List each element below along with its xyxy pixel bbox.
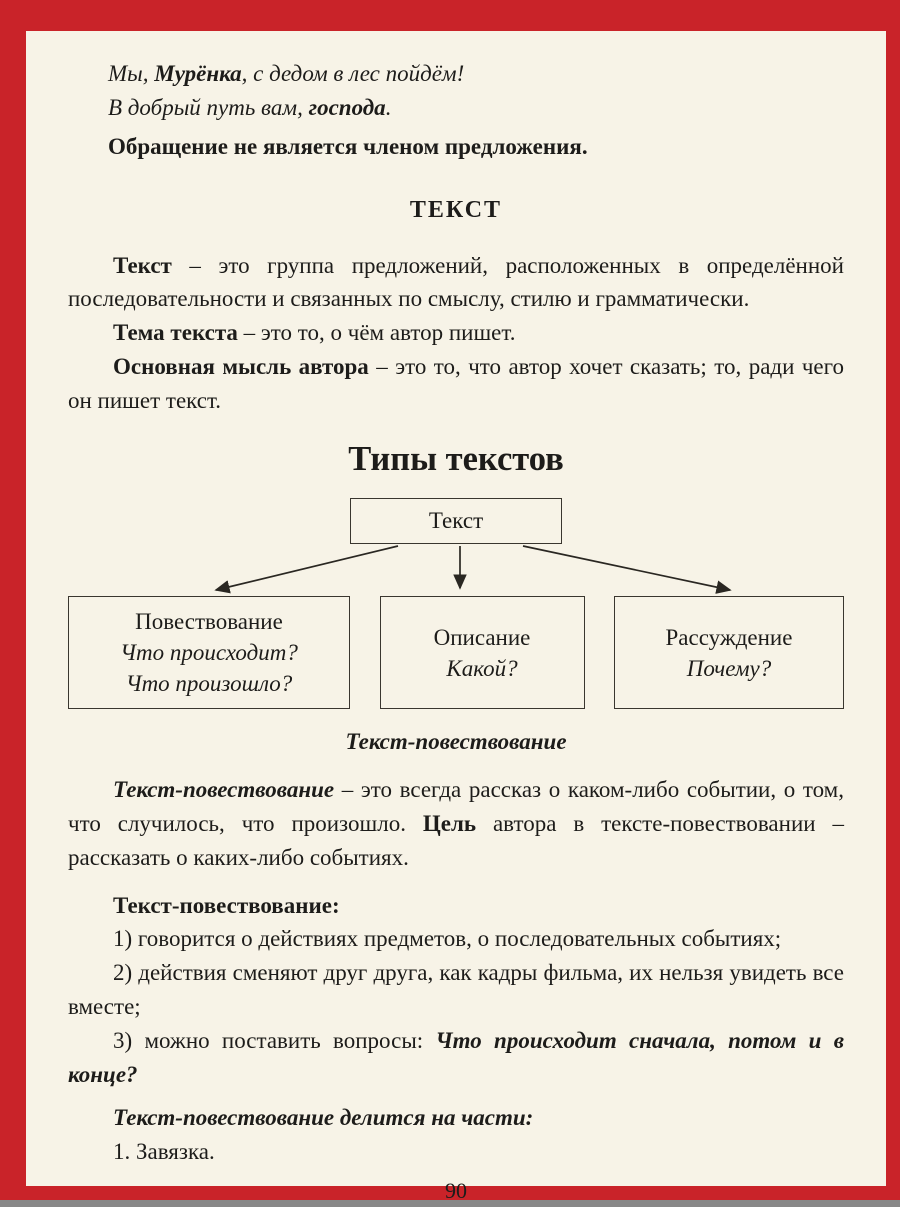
page-number: 90 bbox=[445, 1177, 467, 1203]
diagram-root-box bbox=[350, 498, 562, 544]
narration-list-intro: Текст-повествование: bbox=[113, 892, 340, 918]
definition-paragraph-theme: Тема текста – это то, о чём автор пишет. bbox=[113, 320, 516, 346]
diagram-root-label: Текст bbox=[428, 508, 484, 534]
diagram-arrows bbox=[68, 544, 852, 596]
grammar-rule: Обращение не является членом предложения. bbox=[108, 133, 588, 159]
diagram-box-description-question: Какой? bbox=[446, 655, 518, 681]
narration-definition-paragraph: Текст-повествование – это всегда рассказ о каком-либо событии, о том, что случилось, что произошло. Цель автора в тексте-повествовании – рассказать о каких-либо событиях. bbox=[68, 777, 844, 870]
diagram-children-row bbox=[68, 596, 844, 709]
diagram-box-reasoning-question: Почему? bbox=[686, 655, 772, 681]
narration-list-item-1: 1) говорится о действиях предметов, о последовательных событиях; bbox=[113, 926, 782, 952]
diagram-box-reasoning-title: Рассуждение bbox=[665, 624, 793, 650]
text-types-diagram bbox=[68, 498, 844, 709]
definition-paragraph-main-idea: Основная мысль автора – это то, что автор хочет сказать; то, ради чего он пишет текст. bbox=[68, 354, 844, 413]
section-title: ТЕКСТ bbox=[409, 197, 503, 224]
diagram-box-description bbox=[380, 596, 585, 709]
epigraph-block bbox=[68, 57, 844, 163]
diagram-box-reasoning bbox=[614, 596, 844, 709]
definition-paragraph-text: Текст – это группа предложений, расположенных в определённой последовательности и связанных по смыслу, стилю и грамматически. bbox=[68, 252, 844, 312]
diagram-box-description-title: Описание bbox=[433, 624, 531, 650]
diagram-box-narration-title: Повествование bbox=[135, 609, 283, 635]
book-page bbox=[26, 31, 886, 1203]
narration-list-item-2: 2) действия сменяют друг друга, как кадры фильма, их нельзя увидеть все вместе; bbox=[68, 960, 844, 1019]
narration-list-item-3: 3) можно поставить вопросы: Что происходит сначала, потом и в конце? bbox=[68, 1027, 844, 1087]
narration-part-1: 1. Завязка. bbox=[113, 1139, 215, 1165]
example-sentence-1: Мы, Мурёнка, с дедом в лес пойдём! bbox=[108, 61, 465, 86]
diagram-box-narration bbox=[68, 596, 350, 709]
diagram-box-narration-question-1: Что происходит? bbox=[120, 640, 298, 666]
diagram-heading: Типы текстов bbox=[348, 439, 564, 478]
diagram-box-narration-question-2: Что произошло? bbox=[125, 671, 293, 697]
example-sentence-2: В добрый путь вам, господа. bbox=[108, 94, 392, 120]
narration-parts-intro: Текст-повествование делится на части: bbox=[113, 1105, 534, 1131]
narration-heading: Текст-повествование bbox=[345, 729, 567, 755]
